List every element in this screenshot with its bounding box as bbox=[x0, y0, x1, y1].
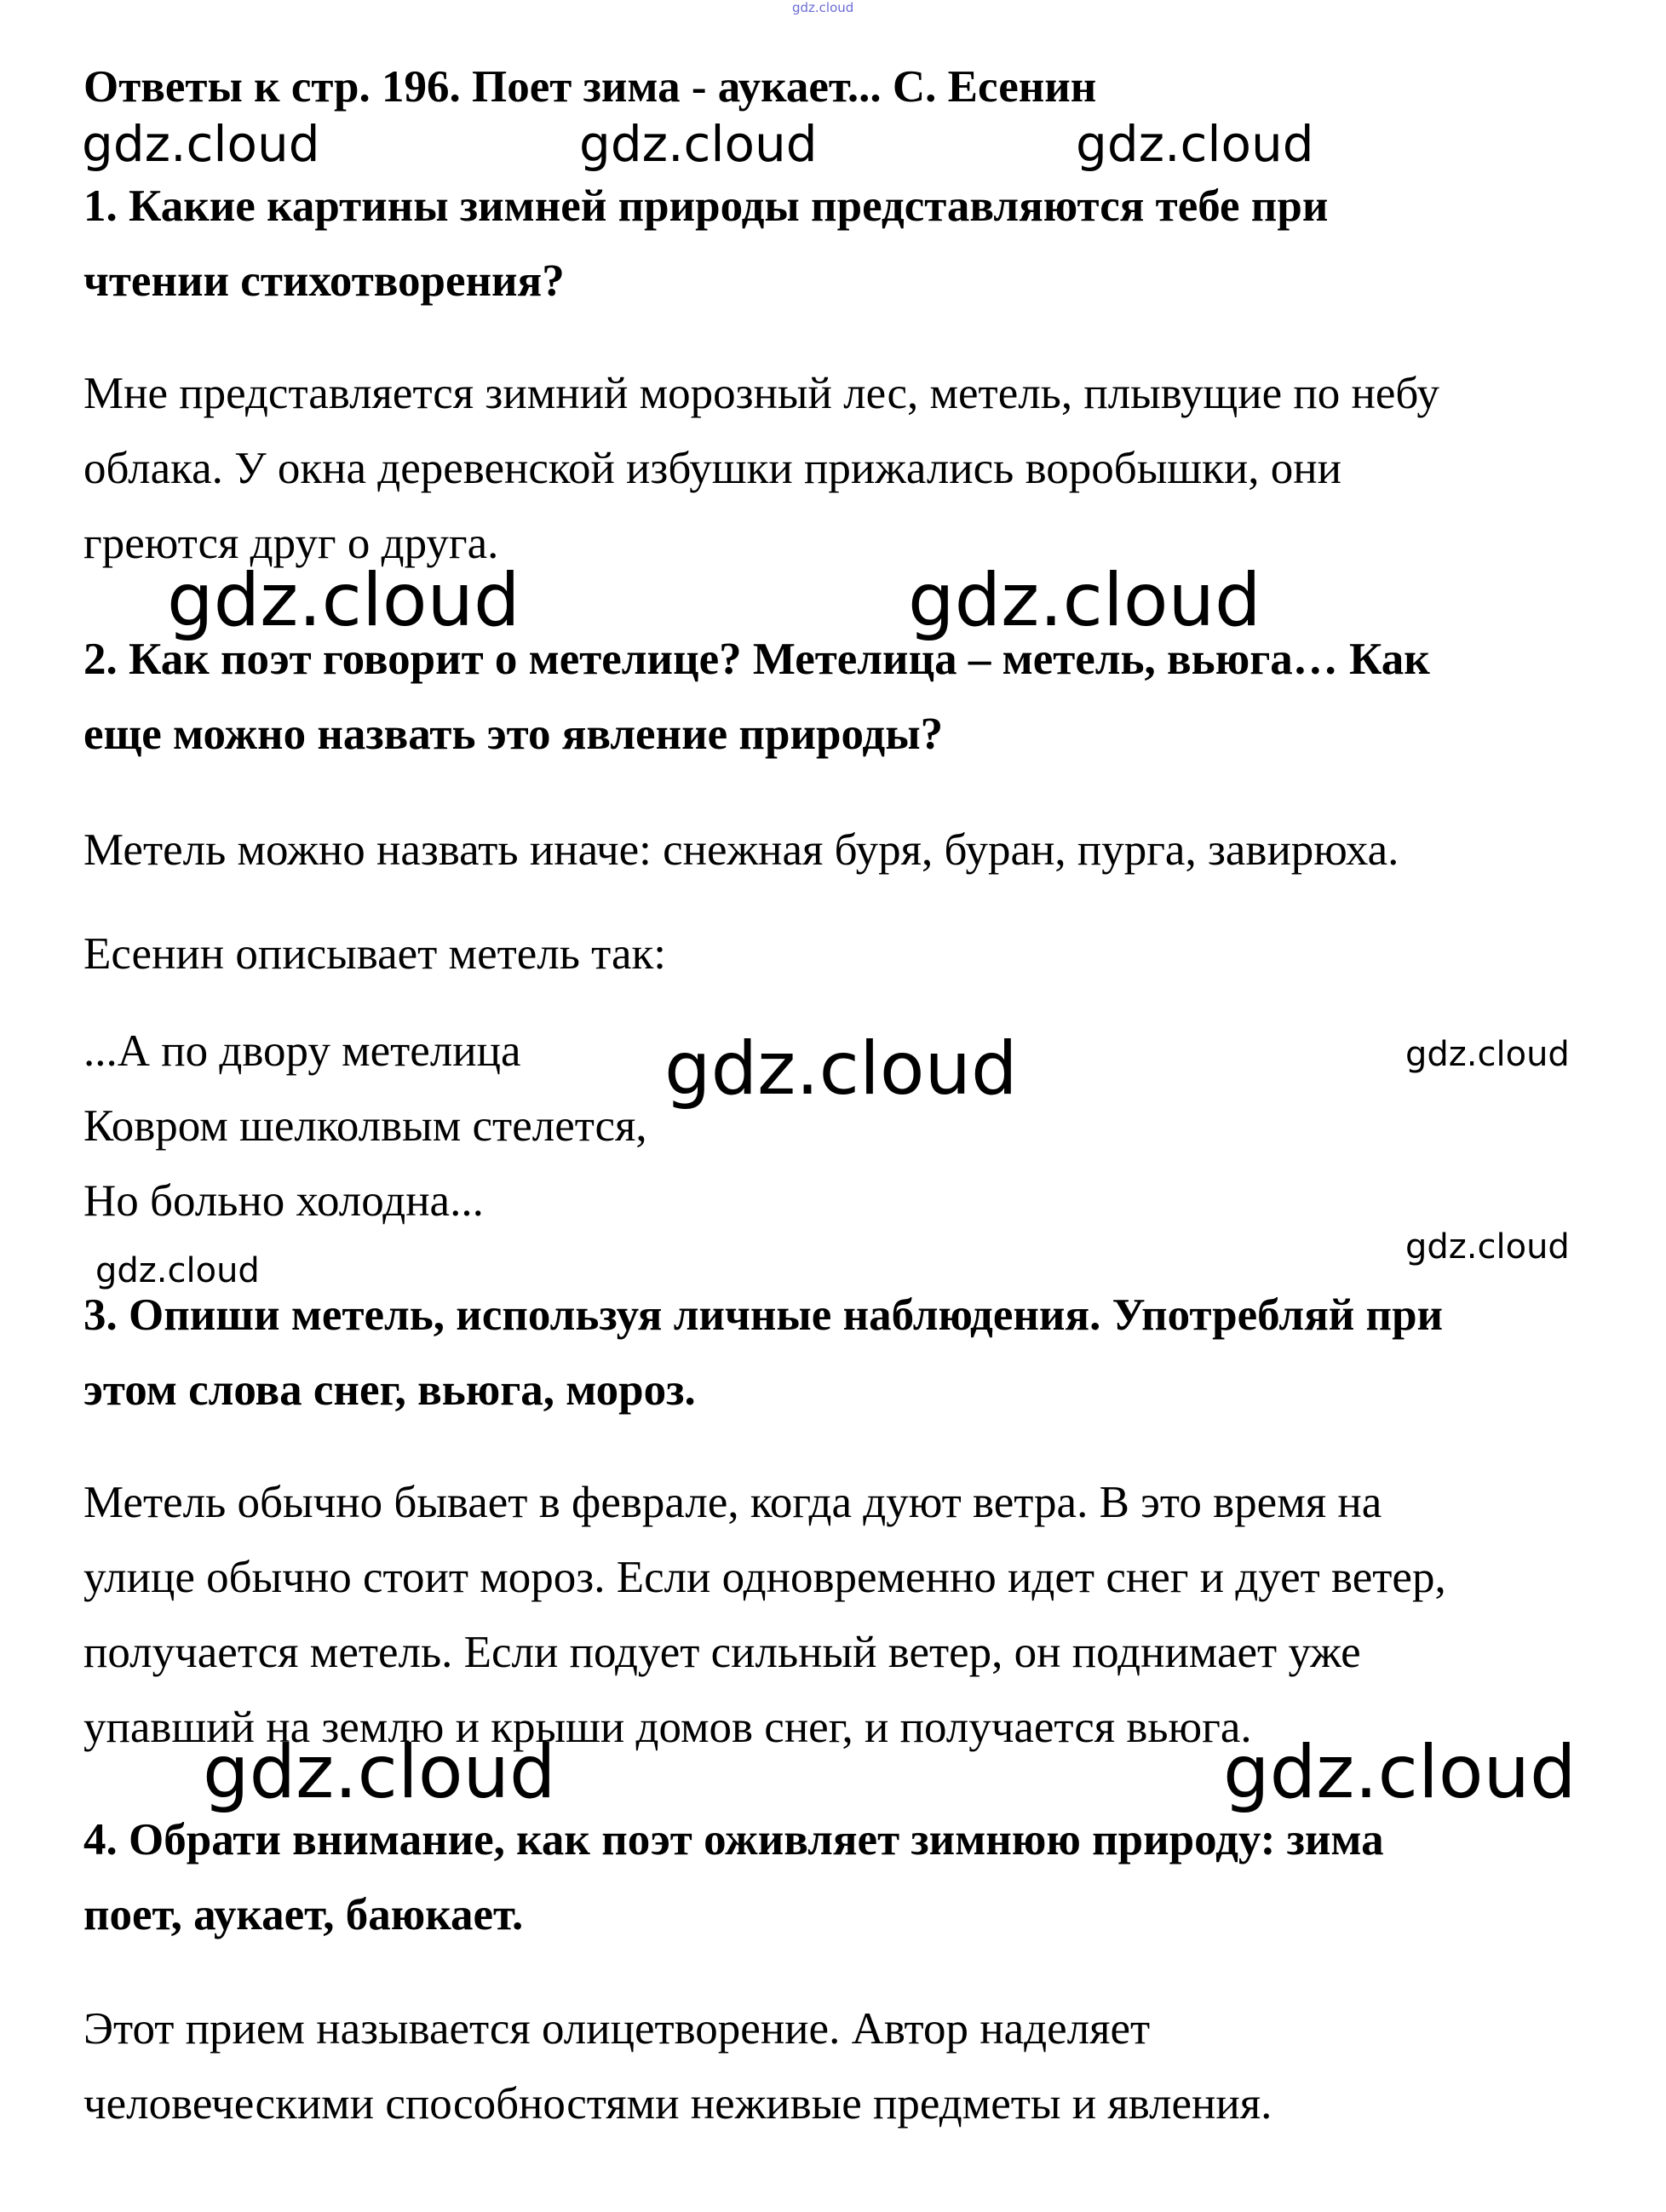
watermark: gdz.cloud bbox=[1405, 1227, 1570, 1267]
poem-line-3: Но больно холодна... bbox=[83, 1176, 484, 1226]
watermark: gdz.cloud bbox=[664, 1026, 1018, 1112]
answer-3-line-1: Метель обычно бывает в феврале, когда дуют ветра. В это время на bbox=[83, 1478, 1382, 1527]
answer-1-line-2: облака. У окна деревенской избушки прижались воробышки, они bbox=[83, 444, 1341, 493]
question-1-line-1: 1. Какие картины зимней природы представляются тебе при bbox=[83, 181, 1329, 231]
question-3-line-1: 3. Опиши метель, используя личные наблюдения. Употребляй при bbox=[83, 1290, 1444, 1340]
watermark: gdz.cloud bbox=[1223, 1730, 1577, 1815]
watermark: gdz.cloud bbox=[1405, 1035, 1570, 1074]
poem-line-1: ...А по двору метелица bbox=[83, 1026, 521, 1076]
question-4-line-1: 4. Обрати внимание, как поэт оживляет зимнюю природу: зима bbox=[83, 1815, 1384, 1864]
answer-3-line-4: упавший на землю и крыши домов снег, и получается вьюга. bbox=[83, 1703, 1252, 1752]
watermark: gdz.cloud bbox=[579, 115, 818, 173]
answer-4-line-1: Этот прием называется олицетворение. Автор наделяет bbox=[83, 2004, 1151, 2054]
question-2-line-2: еще можно назвать это явление природы? bbox=[83, 710, 944, 759]
answer-2-line-2: Есенин описывает метель так: bbox=[83, 929, 666, 979]
watermark: gdz.cloud bbox=[203, 1730, 556, 1815]
answer-1-line-1: Мне представляется зимний морозный лес, метель, плывущие по небу bbox=[83, 369, 1439, 418]
answer-3-line-3: получается метель. Если подует сильный ветер, он поднимает уже bbox=[83, 1628, 1361, 1677]
question-2-line-1: 2. Как поэт говорит о метелице? Метелица – метель, вьюга… Как bbox=[83, 635, 1430, 684]
watermark: gdz.cloud bbox=[95, 1251, 260, 1290]
answer-3-line-2: улице обычно стоит мороз. Если одновременно идет снег и дует ветер, bbox=[83, 1553, 1446, 1602]
watermark: gdz.cloud bbox=[1076, 115, 1314, 173]
answer-2-line-1: Метель можно назвать иначе: снежная буря, буран, пурга, завирюха. bbox=[83, 825, 1399, 875]
question-1-line-2: чтении стихотворения? bbox=[83, 256, 565, 306]
watermark: gdz.cloud bbox=[82, 115, 320, 173]
answer-1-line-3: греются друг о друга. bbox=[83, 519, 499, 568]
watermark-top: gdz.cloud bbox=[792, 0, 854, 15]
question-4-line-2: поет, аукает, баюкает. bbox=[83, 1890, 524, 1939]
page-title: Ответы к стр. 196. Поет зима - аукает... С. Есенин bbox=[83, 62, 1097, 112]
answer-4-line-2: человеческими способностями неживые предметы и явления. bbox=[83, 2079, 1272, 2129]
watermark: gdz.cloud bbox=[167, 558, 520, 643]
watermark: gdz.cloud bbox=[908, 558, 1261, 643]
poem-line-2: Ковром шелколвым стелется, bbox=[83, 1101, 647, 1151]
question-3-line-2: этом слова снег, вьюга, мороз. bbox=[83, 1365, 696, 1415]
